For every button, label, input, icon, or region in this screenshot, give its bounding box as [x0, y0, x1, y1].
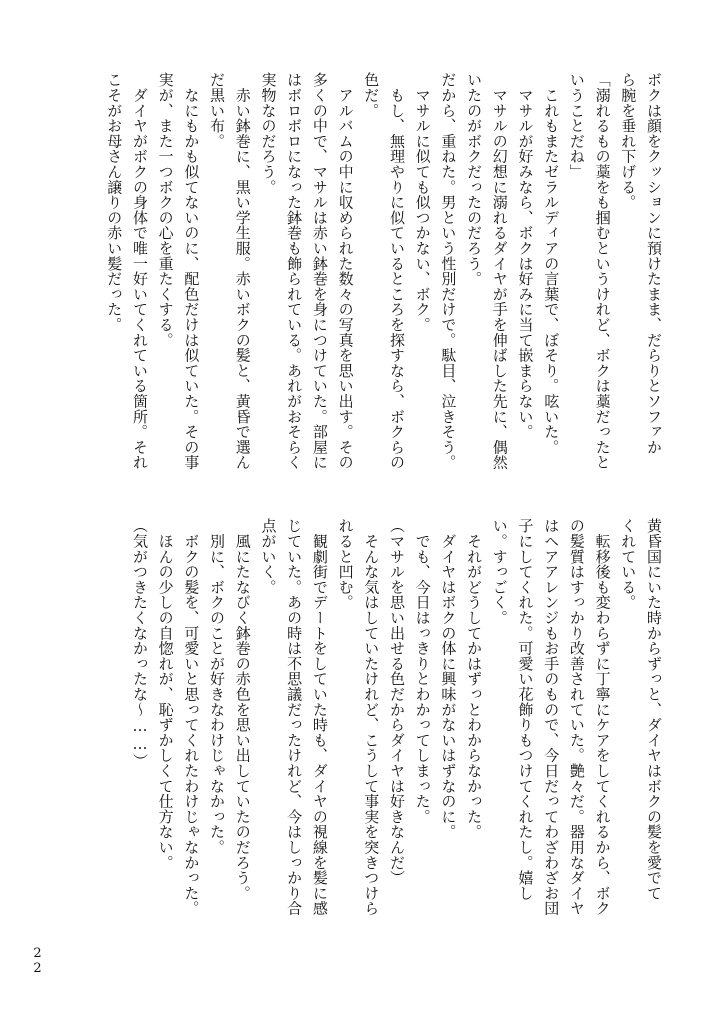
- text-block-lower: 黄昏国にいた時からずっと、ダイヤはボクの髪を愛でて くれている。 転移後も変わらずに丁寧にケアをしてくれるから、ボク の髪質はすっかり改善されていた。艶々だ。器用なダイヤ はヘアアレンジもお手のもので、今日だってわざわざお団 子にしてくれた。可愛い花飾りもつけてくれたし。嬉し い。すっごく。 それがどうしてかはずっとわからなかった。 ダイヤはボクの体に興味がないはずなのに。 でも、今日はっきりとわかってしまった。 （マサルを思い出せる色だからダイヤは好きなんだ） そんな気はしていたけれど、こうして事実を突きつけら れると凹む。 観劇街でデートをしていた時も、ダイヤの視線を髪に感 じていた。あの時は不思議だったけれど、今はしっかり合 点がいく。 風にたなびく鉢巻の赤色を思い出していたのだろう。 別に、ボクのことが好きなわけじゃなかった。 ボクの髪を、可愛いと思ってくれたわけじゃなかった。 ほんの少しの自惚れが、恥ずかしくて仕方ない。 （気がつきたくなかったな～……）: [130, 518, 663, 916]
- text-block-upper: ボクは顔をクッションに預けたまま、だらりとソファか ら腕を垂れ下げる。 「溺れるもの藁をも掴むというけれど、ボクは藁だったと いうことだね」 これもまたゼラルディアの言葉で、ぼそり。呟いた。 マサルが好みなら、ボクは好みに当て嵌まらない。 マサルの幻想に溺れるダイヤが手を伸ばした先に、偶然 いたのがボクだったのだろう。 だから、重ねた。男という性別だけで。駄目、泣きそう。 マサルに似ても似つかない、ボク。 もし、無理やりに似ているところを探すなら、ボクらの 色だ。 アルバムの中に収められた数々の写真を思い出す。その 多くの中で、マサルは赤い鉢巻を身につけていた。部屋に はボロボロになった鉢巻も飾られている。あれがおそらく 実物なのだろう。 赤い鉢巻に、黒い学生服。赤いボクの髪と、黄昏で選ん だ黒い布。 なにもかも似てないのに、配色だけは似ていた。その事 実が、また一つボクの心を重たくする。 ダイヤがボクの身体で唯一好いてくれている箇所。それ こそがお母さん譲りの赤い髪だった。: [105, 72, 663, 470]
- page-number: 22: [30, 946, 45, 976]
